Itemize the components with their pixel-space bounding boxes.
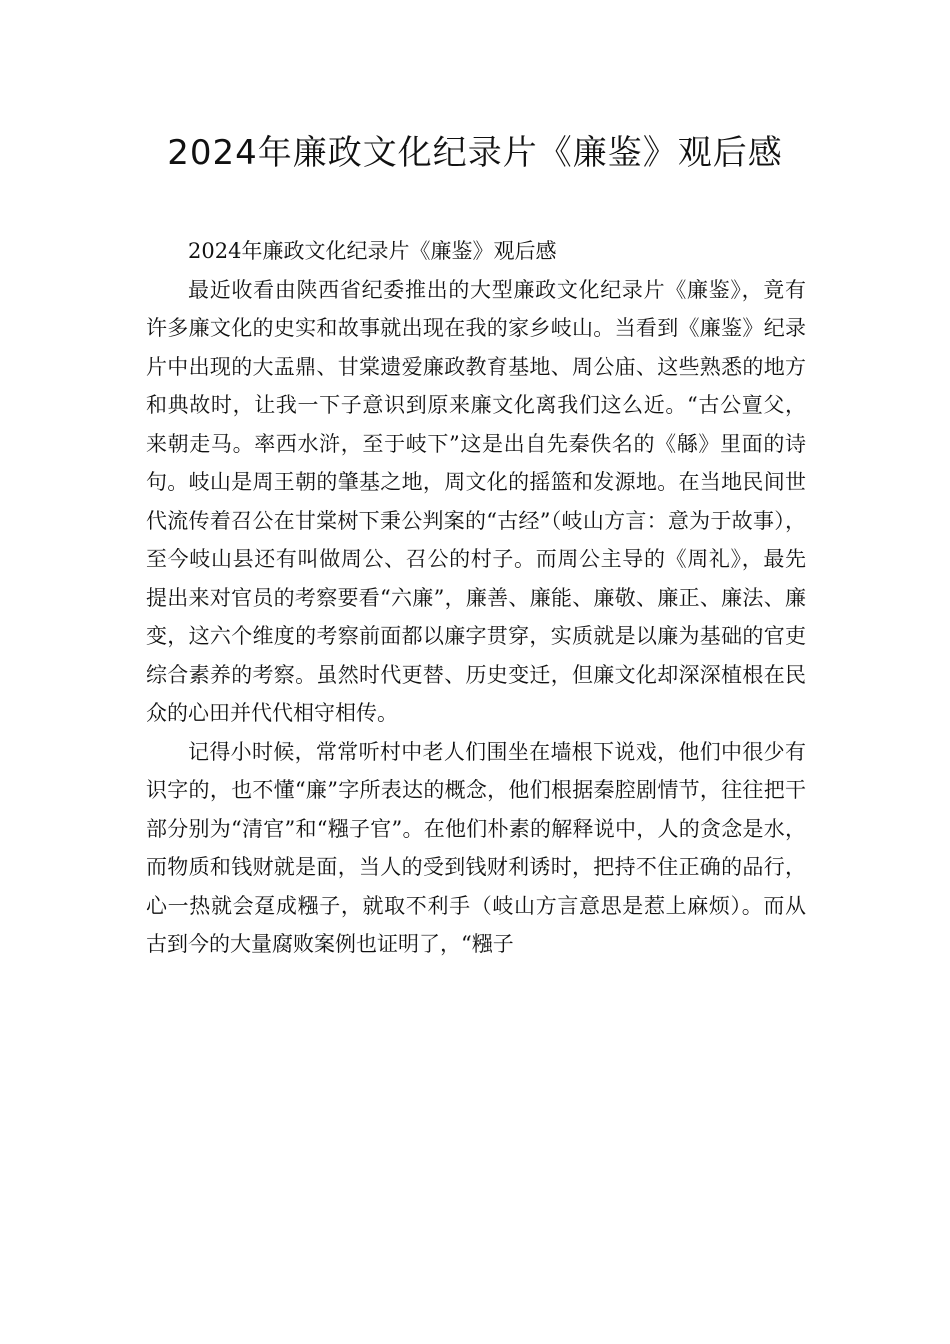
document-title: 2024年廉政文化纪录片《廉鉴》观后感 <box>167 133 783 173</box>
paragraph-1: 最近收看由陕西省纪委推出的大型廉政文化纪录片《廉鉴》，竟有许多廉文化的史实和故事就出现在我的家乡岐山。当看到《廉鉴》纪录片中出现的大盂鼎、甘棠遗爱廉政教育基地、周公庙、这些熟悉的地方和典故时，让我一下子意识到原来廉文化离我们这么近。“古公亶父，来朝走马。率西水浒，至于岐下”这是出自先秦佚名的《緜》里面的诗句。岐山是周王朝的肇基之地，周文化的摇篮和发源地。在当地民间世代流传着召公在甘棠树下秉公判案的“古经”（岐山方言：意为于故事），至今岐山县还有叫做周公、召公的村子。而周公主导的《周礼》，最先提出来对官员的考察要看“六廉”，廉善、廉能、廉敬、廉正、廉法、廉变，这六个维度的考察前面都以廉字贯穿，实质就是以廉为基础的官吏综合素养的考察。虽然时代更替、历史变迁，但廉文化却深深植根在民众的心田并代代相守相传。 <box>146 277 806 725</box>
paragraph-2: 记得小时候，常常听村中老人们围坐在墙根下说戏，他们中很少有识字的，也不懂“廉”字所表达的概念，他们根据秦腔剧情节，往往把干部分别为“清官”和“糨子官”。在他们朴素的解释说中，人的贪念是水，而物质和钱财就是面，当人的受到钱财利诱时，把持不住正确的品行，心一热就会趸成糨子，就取不利手（岐山方言意思是惹上麻烦）。而从古到今的大量腐败案例也证明了，“糨子 <box>146 739 806 956</box>
document-body <box>146 232 806 964</box>
document-subtitle: 2024年廉政文化纪录片《廉鉴》观后感 <box>188 239 557 263</box>
